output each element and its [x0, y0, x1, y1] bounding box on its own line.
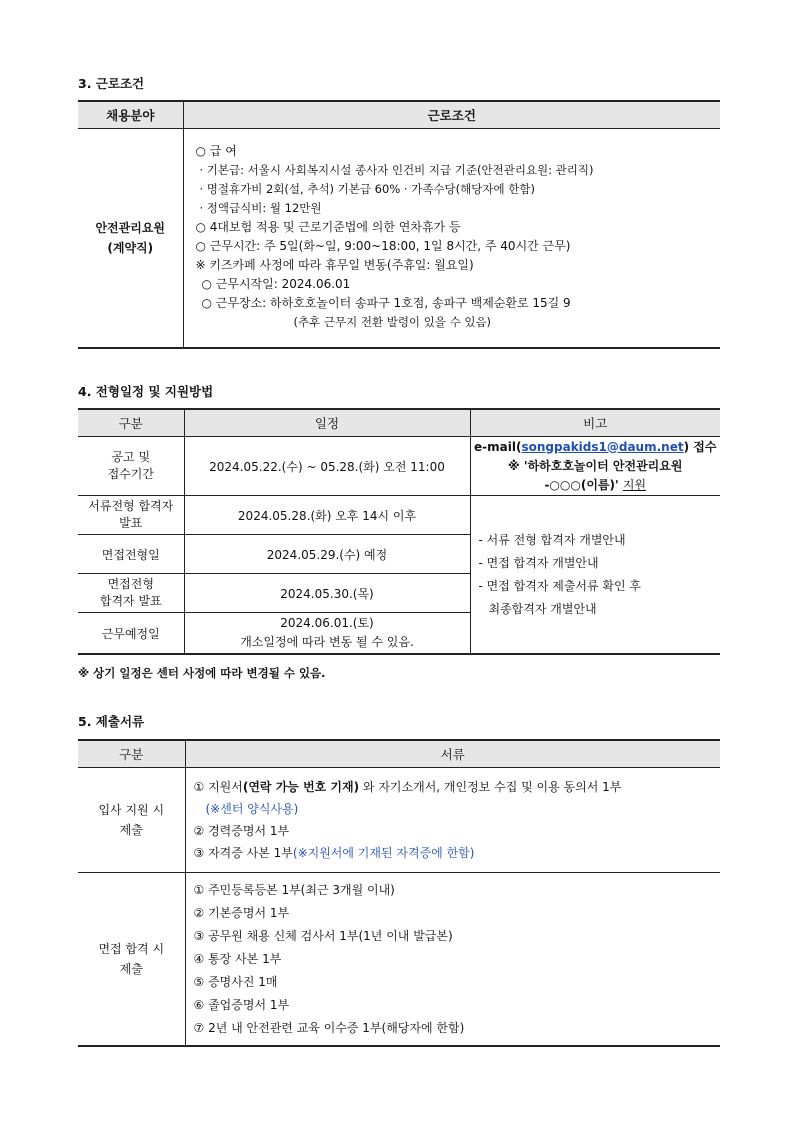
division-text: 면접전형 — [107, 577, 154, 591]
division-text: 공고 및 — [111, 450, 151, 464]
doc-group-division — [78, 873, 185, 1047]
header-schedule: 일정 — [184, 409, 470, 437]
doc-group-items — [185, 768, 720, 873]
division-text: 입사 지원 시 — [98, 803, 165, 817]
doc-item: ③ 자격증 사본 1부(※지원서에 기재된 자격증에 한함) — [193, 846, 475, 860]
doc-item: ⑤ 증명사진 1매 — [193, 974, 278, 989]
header-note: 비고 — [470, 409, 720, 437]
schedule-row-division: 면접전형일 — [78, 535, 184, 574]
section-5-title: 5. 제출서류 — [78, 714, 145, 729]
date-text: 2024.06.01.(토) — [280, 616, 374, 630]
condition-line: · 기본급: 서울시 사회복지시설 종사자 인건비 지급 기준(안전관리요원: 관리직) — [199, 163, 594, 177]
date-note: 개소일정에 따라 변동 될 수 있음. — [240, 635, 414, 649]
schedule-row-division — [78, 496, 184, 535]
field-name: 안전관리요원 — [95, 221, 166, 235]
doc-item: ③ 공무원 채용 신체 검사서 1부(1년 이내 발급본) — [193, 928, 453, 943]
section-3-title: 3. 근로조건 — [78, 76, 145, 91]
notice-line: - 면접 합격자 제출서류 확인 후 — [478, 578, 642, 593]
notice-line: 최종합격자 개별안내 — [488, 601, 597, 616]
work-conditions-table — [78, 100, 720, 349]
schedule-row-division — [78, 574, 184, 613]
division-text: 합격자 발표 — [99, 594, 162, 608]
documents-table — [78, 739, 720, 1047]
email-link[interactable]: songpakids1@daum.net — [521, 439, 684, 454]
field-type: (계약직) — [107, 241, 154, 255]
apply-line-2: -○○○(이름)' 지원 — [544, 477, 647, 492]
doc-item: ② 경력증명서 1부 — [193, 824, 290, 838]
condition-line: (추후 근무지 전환 발령이 있을 수 있음) — [293, 315, 492, 329]
schedule-row-division: 근무예정일 — [78, 613, 184, 655]
result-notice-cell — [470, 496, 720, 655]
condition-line: · 명절휴가비 2회(설, 추석) 기본급 60% · 가족수당(해당자에 한함) — [199, 182, 535, 196]
doc-item: ④ 통장 사본 1부 — [193, 951, 282, 966]
apply-method-cell — [470, 437, 720, 496]
doc-item: ① 주민등록등본 1부(최근 3개월 이내) — [193, 882, 395, 897]
email-line: e-mail(songpakids1@daum.net) 접수 — [474, 439, 717, 454]
condition-line: ○ 근무장소: 하하호호놀이터 송파구 1호점, 송파구 백제순환로 15길 9 — [201, 296, 571, 310]
doc-group-items — [185, 873, 720, 1047]
condition-line: ○ 근무시간: 주 5일(화~일, 9:00~18:00, 1일 8시간, 주 40시간 근무) — [195, 239, 571, 253]
header-division: 구분 — [78, 409, 184, 437]
doc-item-note: (※센터 양식사용) — [205, 802, 299, 816]
division-text: 발표 — [119, 516, 143, 530]
condition-line: ※ 키즈카페 사정에 따라 휴무일 변동(주휴일: 월요일) — [195, 258, 474, 272]
header-field: 채용분야 — [78, 101, 183, 129]
schedule-row-date: 2024.05.22.(수) ~ 05.28.(화) 오전 11:00 — [184, 437, 470, 496]
division-text: 제출 — [119, 823, 143, 837]
division-text: 접수기간 — [107, 467, 154, 481]
apply-line-1: ※ '하하호호놀이터 안전관리요원 — [508, 458, 683, 473]
schedule-row-division — [78, 437, 184, 496]
schedule-row-date: 2024.05.30.(목) — [184, 574, 470, 613]
doc-item: ⑦ 2년 내 안전관련 교육 이수증 1부(해당자에 한함) — [193, 1020, 465, 1035]
notice-line: - 면접 합격자 개별안내 — [478, 555, 599, 570]
header-conditions: 근로조건 — [183, 101, 720, 129]
doc-item: ① 지원서(연락 가능 번호 기재) 와 자기소개서, 개인정보 수집 및 이용 동의서 1부 — [193, 780, 622, 794]
field-cell — [78, 129, 183, 349]
division-text: 면접 합격 시 — [98, 942, 165, 956]
header-documents: 서류 — [185, 740, 720, 768]
condition-line: ○ 급 여 — [195, 144, 237, 158]
schedule-footnote: ※ 상기 일정은 센터 사정에 따라 변경될 수 있음. — [78, 666, 326, 680]
doc-group-division — [78, 768, 185, 873]
division-text: 서류전형 합격자 — [88, 499, 174, 513]
doc-item: ② 기본증명서 1부 — [193, 905, 290, 920]
doc-item: ⑥ 졸업증명서 1부 — [193, 997, 290, 1012]
condition-line: ○ 근무시작일: 2024.06.01 — [201, 277, 351, 291]
division-text: 제출 — [119, 962, 143, 976]
schedule-row-date — [184, 613, 470, 655]
schedule-row-date: 2024.05.28.(화) 오후 14시 이후 — [184, 496, 470, 535]
condition-line: · 정액급식비: 월 12만원 — [199, 201, 322, 215]
header-division: 구분 — [78, 740, 185, 768]
schedule-row-date: 2024.05.29.(수) 예정 — [184, 535, 470, 574]
section-4-title: 4. 전형일정 및 지원방법 — [78, 384, 214, 399]
condition-line: ○ 4대보험 적용 및 근로기준법에 의한 연차휴가 등 — [195, 220, 461, 234]
schedule-table — [78, 408, 720, 655]
conditions-cell — [183, 129, 720, 349]
notice-line: - 서류 전형 합격자 개별안내 — [478, 532, 626, 547]
